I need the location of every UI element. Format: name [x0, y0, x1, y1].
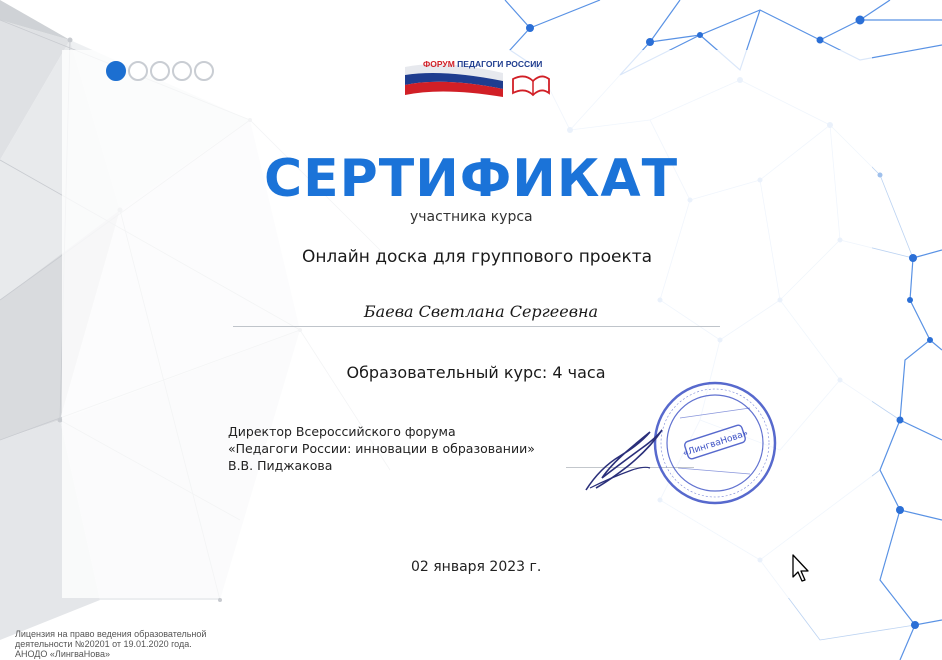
slide-dot-3[interactable] [150, 61, 170, 81]
certificate-title: СЕРТИФИКАТ [263, 149, 679, 209]
recipient-underline [233, 326, 720, 327]
director-name: В.В. Пиджакова [228, 458, 333, 473]
certificate-subtitle: участника курса [410, 209, 533, 225]
slide-dot-5[interactable] [194, 61, 214, 81]
slide-dot-2[interactable] [128, 61, 148, 81]
forum-logo [403, 55, 551, 103]
logo-book-icon [513, 76, 549, 95]
slide-indicator [106, 61, 216, 81]
logo-word-pedagogi: ПЕДАГОГИ РОССИИ [457, 59, 543, 69]
license-line-3: АНОДО «ЛингваНова» [15, 649, 110, 659]
recipient-name: Баева Светлана Сергеевна [363, 302, 599, 321]
license-line-2: деятельности №20201 от 19.01.2020 года. [15, 639, 192, 649]
issue-date: 02 января 2023 г. [411, 559, 542, 575]
logo-text [423, 59, 542, 69]
director-block [228, 423, 535, 474]
stamp-center-text: «ЛингваНова» [681, 428, 750, 460]
certificate-frame [62, 50, 872, 598]
license-line-1: Лицензия на право ведения образовательной [15, 629, 207, 639]
slide-dot-4[interactable] [172, 61, 192, 81]
logo-word-forum: ФОРУМ [423, 59, 455, 69]
director-signature [580, 418, 680, 496]
director-title: Директор Всероссийского форума [228, 424, 456, 439]
license-info [15, 629, 206, 659]
director-forum: «Педагоги России: инновации в образовании» [228, 441, 535, 456]
course-hours: Образовательный курс: 4 часа [346, 363, 606, 382]
slide-dot-1[interactable] [106, 61, 126, 81]
mouse-pointer-icon [791, 553, 811, 583]
course-name: Онлайн доска для группового проекта [301, 247, 653, 267]
